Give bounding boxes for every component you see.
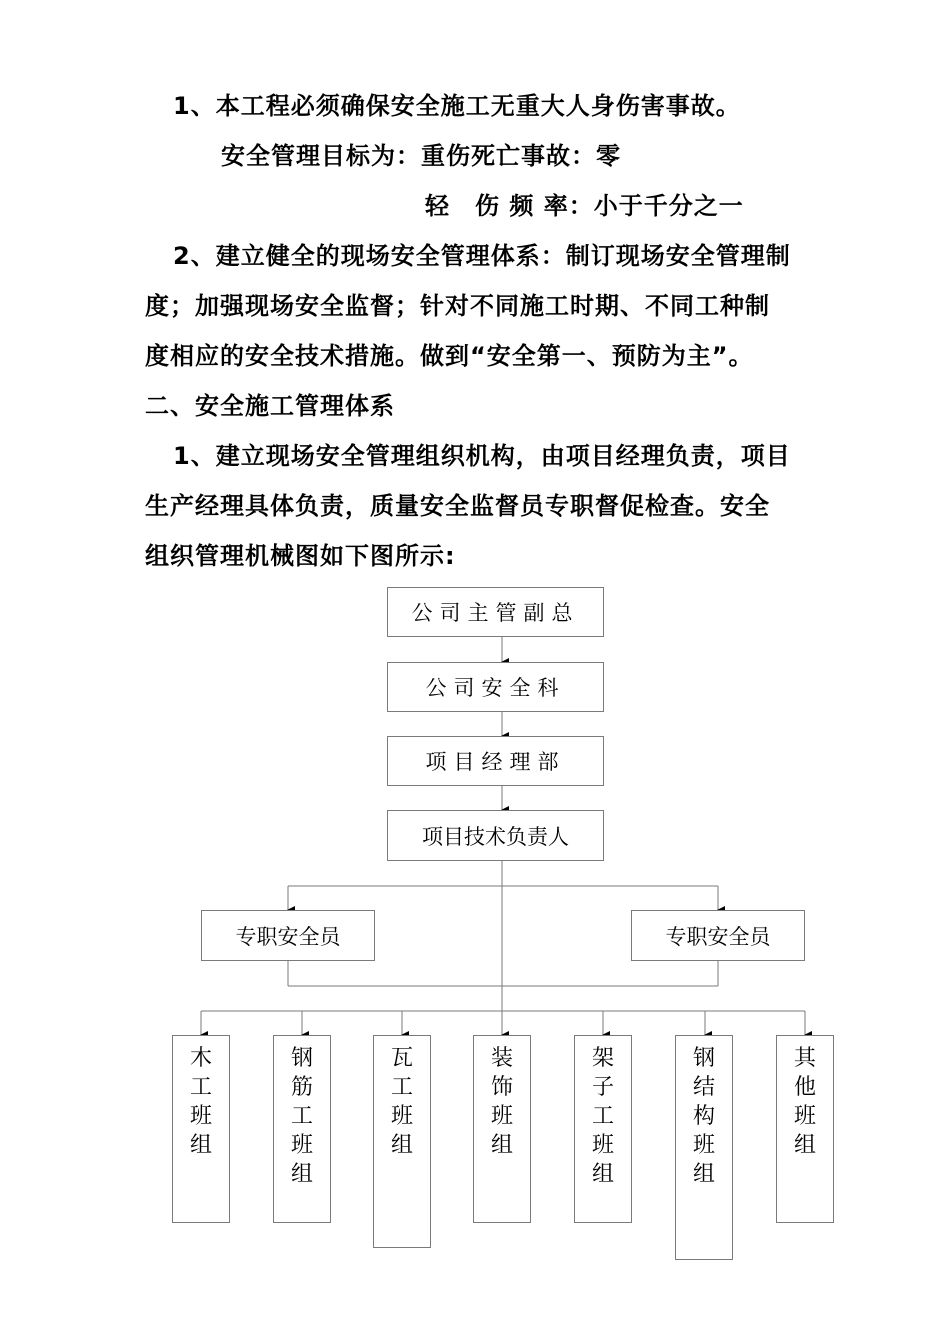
team-box-decoration — [473, 1035, 531, 1223]
text-line-6: 度相应的安全技术措施。做到“安全第一、预防为主”。 — [145, 342, 754, 370]
text-line-1: 1、本工程必须确保安全施工无重大人身伤害事故。 — [173, 92, 741, 120]
text-line-5: 度；加强现场安全监督；针对不同施工时期、不同工种制 — [145, 292, 770, 320]
team-label: 架子工班组 — [592, 1046, 615, 1187]
org-node-deputy-gm: 公司主管副总 — [387, 587, 604, 637]
org-node-safety-dept: 公司安全科 — [387, 662, 604, 712]
team-label: 其他班组 — [794, 1046, 817, 1158]
text-line-4: 2、建立健全的现场安全管理体系：制订现场安全管理制 — [173, 242, 791, 270]
team-box-rebar — [273, 1035, 331, 1223]
org-node-project-manager: 项目经理部 — [387, 736, 604, 786]
text-line-9: 生产经理具体负责，质量安全监督员专职督促检查。安全 — [145, 492, 770, 520]
team-label: 钢筋工班组 — [291, 1046, 314, 1187]
text-line-10: 组织管理机械图如下图所示: — [145, 542, 456, 570]
team-label: 装饰班组 — [491, 1046, 514, 1158]
team-label: 钢结构班组 — [693, 1046, 716, 1187]
team-box-other — [776, 1035, 834, 1223]
text-line-2: 安全管理目标为：重伤死亡事故：零 — [221, 142, 621, 170]
text-line-3: 轻 伤 频 率：小于千分之一 — [425, 192, 744, 220]
org-node-tech-lead: 项目技术负责人 — [387, 810, 604, 861]
org-node-safety-officer-right: 专职安全员 — [631, 910, 805, 961]
section-heading: 二、安全施工管理体系 — [145, 392, 395, 420]
text-line-8: 1、建立现场安全管理组织机构，由项目经理负责，项目 — [173, 442, 791, 470]
team-label: 瓦工班组 — [391, 1046, 414, 1158]
team-box-steel-structure — [675, 1035, 733, 1260]
team-box-carpentry — [172, 1035, 230, 1223]
team-box-masonry — [373, 1035, 431, 1248]
team-label: 木工班组 — [190, 1046, 213, 1158]
team-box-scaffolding — [574, 1035, 632, 1223]
org-node-safety-officer-left: 专职安全员 — [201, 910, 375, 961]
